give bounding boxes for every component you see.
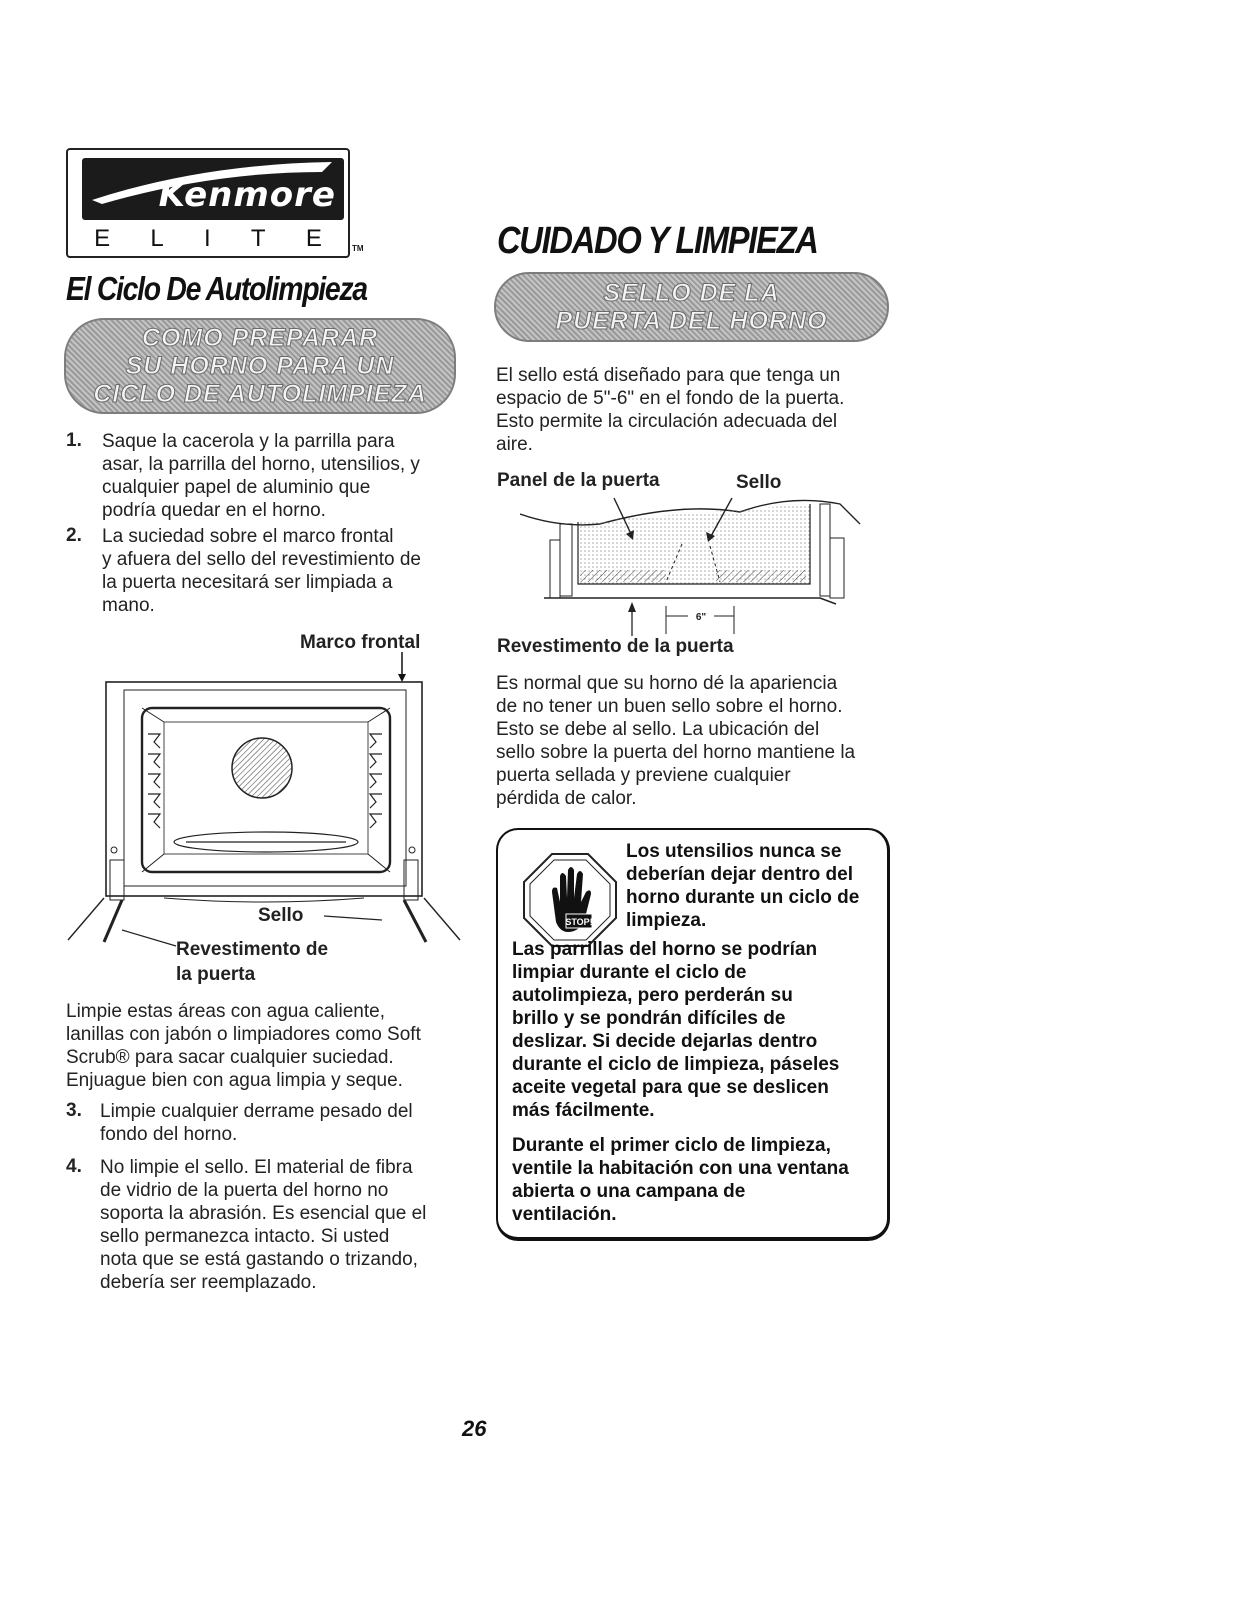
text-line: Es normal que su horno dé la apariencia bbox=[496, 673, 838, 694]
text-line: Los utensilios nunca se bbox=[626, 841, 842, 862]
banner-door-seal bbox=[494, 272, 889, 342]
seal-intro-paragraph bbox=[496, 364, 844, 456]
text-line: No limpie el sello. El material de fibra bbox=[100, 1157, 413, 1178]
text-line: la puerta necesitará ser limpiada a bbox=[102, 572, 393, 593]
figure-label-door-liner-right: Revestimento de la puerta bbox=[497, 636, 734, 657]
figure-label-gap: 6" bbox=[695, 612, 707, 623]
stop-hand-icon bbox=[522, 852, 618, 948]
step-text bbox=[102, 525, 421, 617]
text-line: brillo y se pondrán difíciles de bbox=[512, 1008, 786, 1029]
logo-brand: Kenmore bbox=[158, 175, 336, 215]
logo-sub-letter: L bbox=[150, 225, 164, 252]
warning-racks-text bbox=[512, 938, 839, 1122]
text-line: aire. bbox=[496, 434, 533, 455]
warning-top-text bbox=[626, 840, 859, 932]
text-line: de vidrio de la puerta del horno no bbox=[100, 1180, 389, 1201]
text-line: Revestimento de bbox=[176, 939, 329, 960]
kenmore-elite-logo bbox=[66, 148, 350, 258]
logo-sub-letter: E bbox=[94, 225, 111, 252]
logo-sub-letter: T bbox=[250, 225, 266, 252]
text-line: Las parrillas del horno se podrían bbox=[512, 939, 818, 960]
section-heading-right: CUIDADO Y LIMPIEZA bbox=[497, 220, 818, 262]
trademark: TM bbox=[352, 244, 364, 253]
text-line: ventile la habitación con una ventana bbox=[512, 1158, 849, 1179]
banner-line: COMO PREPARAR bbox=[141, 324, 379, 352]
text-line: Scrub® para sacar cualquier suciedad. bbox=[66, 1047, 394, 1068]
figure-label-front-frame: Marco frontal bbox=[300, 632, 421, 653]
step-number: 3. bbox=[66, 1100, 82, 1121]
text-line: Esto se debe al sello. La ubicación del bbox=[496, 719, 820, 740]
logo-sub-letter: E bbox=[305, 225, 322, 252]
banner-line: SU HORNO PARA UN bbox=[125, 352, 395, 380]
text-line: sello permanezca intacto. Si usted bbox=[100, 1226, 390, 1247]
stop-icon-text: STOP! bbox=[565, 917, 593, 927]
figure-label-door-panel: Panel de la puerta bbox=[497, 470, 660, 491]
text-line: de no tener un buen sello sobre el horno. bbox=[496, 696, 843, 717]
text-line: mano. bbox=[102, 595, 155, 616]
logo-sub-letter: I bbox=[204, 225, 211, 252]
text-line: debería ser reemplazado. bbox=[100, 1272, 317, 1293]
text-line: espacio de 5"-6" en el fondo de la puerta. bbox=[496, 388, 845, 409]
text-line: fondo del horno. bbox=[100, 1124, 238, 1145]
text-line: nota que se está gastando o trizando, bbox=[100, 1249, 418, 1270]
door-seal-cross-section bbox=[520, 494, 880, 644]
cleaning-paragraph bbox=[66, 1000, 421, 1092]
step-text bbox=[100, 1100, 413, 1146]
text-line: asar, la parrilla del horno, utensilios, y bbox=[102, 454, 420, 475]
banner-prepare-oven bbox=[64, 318, 456, 414]
text-line: Saque la cacerola y la parrilla para bbox=[102, 431, 395, 452]
text-line: sello sobre la puerta del horno mantiene la bbox=[496, 742, 856, 763]
banner-line: SELLO DE LA bbox=[603, 279, 780, 307]
text-line: cualquier papel de aluminio que bbox=[102, 477, 371, 498]
text-line: Enjuague bien con agua limpia y seque. bbox=[66, 1070, 403, 1091]
warning-ventilation-text bbox=[512, 1134, 849, 1226]
text-line: y afuera del sello del revestimiento de bbox=[102, 549, 421, 570]
figure-label-door-liner bbox=[176, 937, 328, 987]
banner-line: PUERTA DEL HORNO bbox=[555, 307, 828, 335]
text-line: más fácilmente. bbox=[512, 1100, 655, 1121]
text-line: El sello está diseñado para que tenga un bbox=[496, 365, 841, 386]
text-line: durante el ciclo de limpieza, páseles bbox=[512, 1054, 840, 1075]
text-line: La suciedad sobre el marco frontal bbox=[102, 526, 394, 547]
logo-band bbox=[82, 158, 344, 220]
text-line: limpiar durante el ciclo de bbox=[512, 962, 747, 983]
figure-label-seal-right: Sello bbox=[736, 472, 782, 493]
text-line: podría quedar en el horno. bbox=[102, 500, 326, 521]
text-line: ventilación. bbox=[512, 1204, 617, 1225]
text-line: Limpie cualquier derrame pesado del bbox=[100, 1101, 413, 1122]
page-number: 26 bbox=[462, 1416, 487, 1441]
text-line: deslizar. Si decide dejarlas dentro bbox=[512, 1031, 818, 1052]
text-line: deberían dejar dentro del bbox=[626, 864, 853, 885]
text-line: la puerta bbox=[176, 964, 256, 985]
text-line: limpieza. bbox=[626, 910, 707, 931]
text-line: aceite vegetal para que se deslicen bbox=[512, 1077, 829, 1098]
step-text bbox=[100, 1156, 426, 1294]
logo-sub bbox=[68, 224, 348, 254]
text-line: puerta sellada y previene cualquier bbox=[496, 765, 791, 786]
step-text bbox=[102, 430, 420, 522]
text-line: soporta la abrasión. Es esencial que el bbox=[100, 1203, 427, 1224]
text-line: lanillas con jabón o limpiadores como Soft bbox=[66, 1024, 421, 1045]
banner-line: CICLO DE AUTOLIMPIEZA bbox=[93, 380, 427, 408]
section-heading-left: El Ciclo De Autolimpieza bbox=[66, 270, 367, 307]
text-line: pérdida de calor. bbox=[496, 788, 637, 809]
figure-label-seal: Sello bbox=[258, 905, 304, 926]
text-line: Durante el primer ciclo de limpieza, bbox=[512, 1135, 831, 1156]
text-line: Limpie estas áreas con agua caliente, bbox=[66, 1001, 385, 1022]
text-line: abierta o una campana de bbox=[512, 1181, 746, 1202]
text-line: horno durante un ciclo de bbox=[626, 887, 860, 908]
step-number: 4. bbox=[66, 1156, 82, 1177]
step-number: 2. bbox=[66, 525, 82, 546]
step-number: 1. bbox=[66, 430, 82, 451]
text-line: autolimpieza, pero perderán su bbox=[512, 985, 793, 1006]
warning-box bbox=[496, 828, 890, 1241]
seal-explanation-paragraph bbox=[496, 672, 855, 810]
text-line: Esto permite la circulación adecuada del bbox=[496, 411, 838, 432]
